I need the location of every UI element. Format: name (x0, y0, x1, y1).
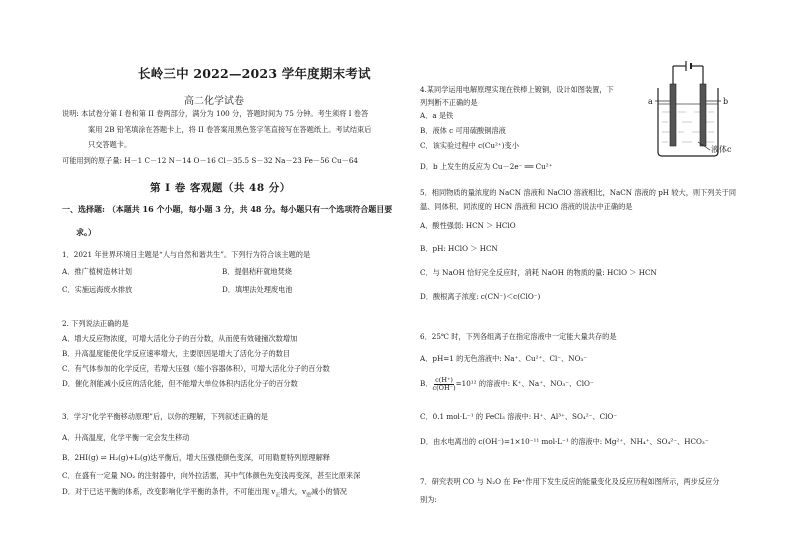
q5-option-d: D．酸根离子浓度: c(CN⁻)＜c(ClO⁻) (420, 292, 541, 301)
q3-stem: 3．学习“化学平衡移动原理”后，以你的理解，下列叙述正确的是 (62, 412, 268, 421)
q4-option-b: B．液体 c 可用硫酸铜溶液 (420, 126, 506, 135)
q5-stem-line-2: 温、同体积、同浓度的 HCN 溶液和 HClO 溶液的说法中正确的是 (420, 202, 633, 211)
q5-stem-line-1: 5．相同物质的量浓度的 NaCN 溶液和 NaClO 溶液相比，NaCN 溶液的 pH 较大，则下列关于同 (420, 188, 737, 197)
diagram-label-b: b (723, 97, 729, 106)
q7-stem-line-2: 别为: (420, 495, 437, 504)
electrode-a (670, 84, 676, 146)
diagram-label-a: a (648, 97, 653, 106)
q2-option-c: C．有气体参加的化学反应，若增大压强（缩小容器体积），可增大活化分子的百分数 (62, 364, 330, 373)
q3-option-d-sub-forward: 正 (275, 492, 281, 499)
q1-option-a: A．推广植树造林计划 (62, 267, 132, 276)
q1-option-c: C．实施远海废水排放 (62, 285, 133, 294)
q5-option-c: C．与 NaOH 恰好完全反应时，消耗 NaOH 的物质的量: HClO ＞ HCN (420, 268, 657, 277)
q4-option-a: A．a 是铁 (420, 111, 454, 120)
q3-option-d (62, 488, 347, 499)
q3-option-b: B．2HI(g) ⇌ H₂(g)+I₂(g)达平衡后，增大压强使颜色变深，可用勒夏特列原理解释 (62, 453, 330, 462)
q5-option-a: A．酸性强弱: HCN ＞ HClO (420, 221, 516, 230)
instructions-line-3: 只交答题卡。 (88, 140, 132, 149)
q1-option-d: D．填埋法处理废电池 (222, 285, 293, 294)
q2-option-b: B．升高温度能使化学反应速率增大，主要原因是增大了活化分子的数目 (62, 349, 291, 358)
atomic-masses: 可能用到的原子量: H－1 C－12 N－14 O－16 Cl－35.5 S－32 Na－23 Fe－56 Cu－64 (62, 156, 358, 165)
q6-option-b-denominator: c(OH⁻) (432, 383, 456, 392)
q3-option-d-end: 减小的情况 (311, 487, 347, 496)
instructions-line-1: 说明: 本试卷分第 I 卷和第 II 卷两部分，满分为 100 分，答题时间为 75 分钟。考生须将 I 卷答 (62, 109, 369, 118)
q2-option-d: D．催化剂能减小反应的活化能，但不能增大单位体积内活化分子的百分数 (62, 379, 298, 388)
q4-stem-line-2: 列判断不正确的是 (420, 98, 478, 107)
exam-subtitle: 高二化学试卷 (184, 96, 244, 107)
q6-option-b-numerator: c(H⁺) (435, 376, 453, 384)
q4-option-d: D．b 上发生的反应为 Cu－2e⁻ ══ Cu²⁺ (420, 162, 553, 171)
q3-option-d-sub-reverse: 逆 (306, 492, 312, 499)
q3-option-a: A．升高温度，化学平衡一定会发生移动 (62, 433, 190, 442)
q5-option-b: B．pH: HClO ＞ HCN (420, 244, 498, 253)
power-source-icon (673, 61, 703, 84)
q7-stem-line-1: 7．研究表明 CO 与 N₂O 在 Fe⁺作用下发生反应的能量变化及反应历程如图所示，两步反应分 (420, 477, 720, 486)
section-1-heading-line-2: 求。） (76, 227, 96, 237)
q6-option-b-prefix: B． (420, 379, 433, 388)
q6-option-d: D．由水电离出的 c(OH⁻)=1×10⁻¹¹ mol·L⁻¹ 的溶液中: Mg²⁺、NH₄⁺、SO₄²⁻、HCO₃⁻ (420, 437, 709, 446)
q6-option-a: A．pH=1 的无色溶液中: Na⁺、Cu²⁺、Cl⁻、NO₃⁻ (420, 354, 588, 363)
q1-option-b: B．提倡秸秆就地焚烧 (222, 267, 292, 276)
q6-option-c: C．0.1 mol·L⁻¹ 的 FeCl₃ 溶液中: H⁺、Al³⁺、SO₄²⁻、ClO⁻ (420, 412, 618, 421)
q1-stem: 1．2021 年世界环境日主题是“人与自然和谐共生”。下列行为符合该主题的是 (62, 250, 311, 259)
q6-stem: 6．25℃ 时，下列各组离子在指定溶液中一定能大量共存的是 (420, 332, 617, 341)
beaker-icon (658, 88, 718, 156)
q3-option-c: C．在盛有一定量 NO₂ 的注射器中，向外拉活塞，其中气体颜色先变浅再变深，甚至比原来深 (62, 471, 361, 480)
q3-option-d-text: D．对于已达平衡的体系，改变影响化学平衡的条件，不可能出现 v (62, 487, 276, 496)
q2-stem: 2. 下列说法正确的是 (62, 319, 129, 328)
diagram-label-liquid: 液体c (711, 145, 732, 154)
electrode-b (700, 84, 706, 146)
q3-option-d-mid: 增大，v (280, 487, 307, 496)
q6-option-b-fraction (432, 377, 455, 391)
q4-option-c: C．该实验过程中 c(Cu²⁺)变小 (420, 141, 519, 150)
q2-option-a: A．增大反应物浓度，可增大活化分子的百分数，从而使有效碰撞次数增加 (62, 334, 298, 343)
q6-option-b-rest: =10¹² 的溶液中: K⁺、Na⁺、NO₃⁻、ClO⁻ (455, 379, 594, 388)
q4-stem-line-1: 4.某同学运用电解原理实现在铁棒上镀铜，设计如图装置，下 (420, 85, 614, 94)
section-1-title: 第 I 卷 客观题（共 48 分） (150, 182, 291, 194)
section-1-heading-line-1: 一、选择题: （本题共 16 个小题，每小题 3 分，共 48 分。每小题只有一个选项符合题目要 (62, 204, 393, 214)
q6-option-b (420, 377, 594, 391)
instructions-line-2: 案用 2B 铅笔填涂在答题卡上，将 II 卷答案用黑色签字笔直接写在答题纸上。考试结束后 (88, 125, 372, 134)
exam-title: 长岭三中 2022—2023 学年度期末考试 (138, 66, 371, 81)
